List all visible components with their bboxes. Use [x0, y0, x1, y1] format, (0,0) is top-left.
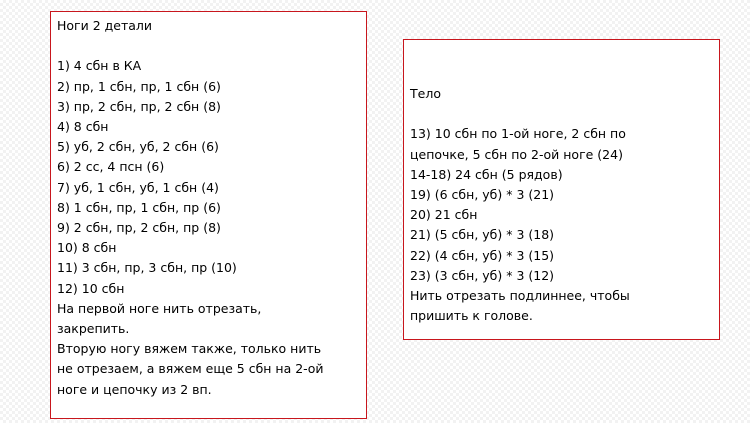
- body-row-13: 13) 10 сбн по 1-ой ноге, 2 сбн по: [410, 126, 626, 142]
- legs-title: Ноги 2 детали: [57, 18, 153, 33]
- body-row: 21) (5 сбн, уб) * 3 (18): [410, 227, 555, 243]
- legs-instructions-card: [50, 11, 367, 419]
- legs-note-first: закрепить.: [57, 321, 130, 337]
- legs-row: 2) пр, 1 сбн, пр, 1 сбн (6): [57, 78, 221, 94]
- body-row: 20) 21 сбн: [410, 207, 478, 223]
- body-row: 19) (6 сбн, уб) * 3 (21): [410, 187, 555, 202]
- legs-note-second: Вторую ногу вяжем также, только нить: [57, 341, 322, 357]
- legs-row: 9) 2 сбн, пр, 2 сбн, пр (8): [57, 220, 221, 236]
- legs-row: 4) 8 сбн: [57, 119, 109, 134]
- legs-row: 8) 1 сбн, пр, 1 сбн, пр (6): [57, 199, 221, 215]
- body-row-13: цепочке, 5 сбн по 2-ой ноге (24): [410, 146, 623, 162]
- legs-row: 7) уб, 1 сбн, уб, 1 сбн (4): [57, 179, 219, 195]
- blank-line: [410, 104, 713, 124]
- body-instructions-card: [403, 39, 720, 340]
- legs-note-second: не отрезаем, а вяжем еще 5 сбн на 2-ой: [57, 361, 324, 377]
- legs-row: 5) уб, 2 сбн, уб, 2 сбн (6): [57, 139, 219, 155]
- legs-row: 6) 2 сс, 4 псн (6): [57, 159, 165, 175]
- body-title: Тело: [410, 86, 441, 101]
- legs-row: 12) 10 сбн: [57, 280, 125, 296]
- legs-row: 3) пр, 2 сбн, пр, 2 сбн (8): [57, 98, 221, 114]
- body-row: 22) (4 сбн, уб) * 3 (15): [410, 247, 555, 263]
- legs-row: 10) 8 сбн: [57, 240, 117, 256]
- legs-row: 1) 4 сбн в КА: [57, 58, 142, 74]
- body-note: пришить к голове.: [410, 308, 533, 324]
- body-row: 23) (3 сбн, уб) * 3 (12): [410, 267, 555, 283]
- body-note: Нить отрезать подлиннее, чтобы: [410, 288, 630, 304]
- body-row: 14-18) 24 сбн (5 рядов): [410, 166, 563, 182]
- blank-line: [57, 36, 360, 56]
- legs-row: 11) 3 сбн, пр, 3 сбн, пр (10): [57, 260, 237, 276]
- legs-note-second: ноге и цепочку из 2 вп.: [57, 381, 212, 397]
- legs-note-first: На первой ноге нить отрезать,: [57, 300, 262, 316]
